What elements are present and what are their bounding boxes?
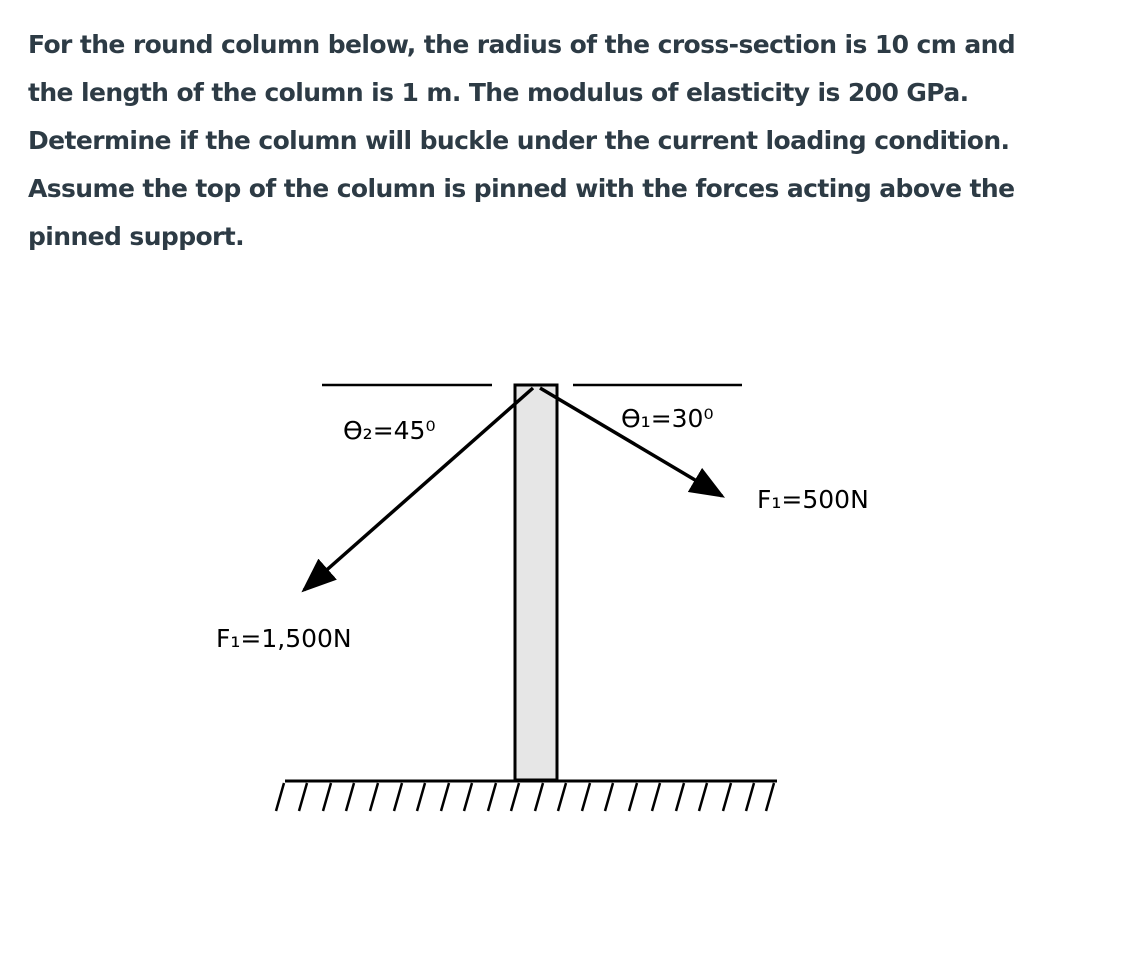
force-right-label: F₁=500N <box>757 485 869 514</box>
column <box>515 385 557 780</box>
ground-hatching <box>276 783 774 811</box>
problem-line-5: pinned support. <box>28 222 245 251</box>
force-left-label: F₁=1,500N <box>216 624 352 653</box>
problem-line-2: the length of the column is 1 m. The modulus of elasticity is 200 GPa. <box>28 78 969 107</box>
theta2-label: ϴ₂=45⁰ <box>343 416 436 445</box>
problem-line-3: Determine if the column will buckle under the current loading condition. <box>28 126 1010 155</box>
problem-line-4: Assume the top of the column is pinned with the forces acting above the <box>28 174 1015 203</box>
theta1-label: ϴ₁=30⁰ <box>621 404 714 433</box>
problem-line-1: For the round column below, the radius of the cross-section is 10 cm and <box>28 30 1016 59</box>
